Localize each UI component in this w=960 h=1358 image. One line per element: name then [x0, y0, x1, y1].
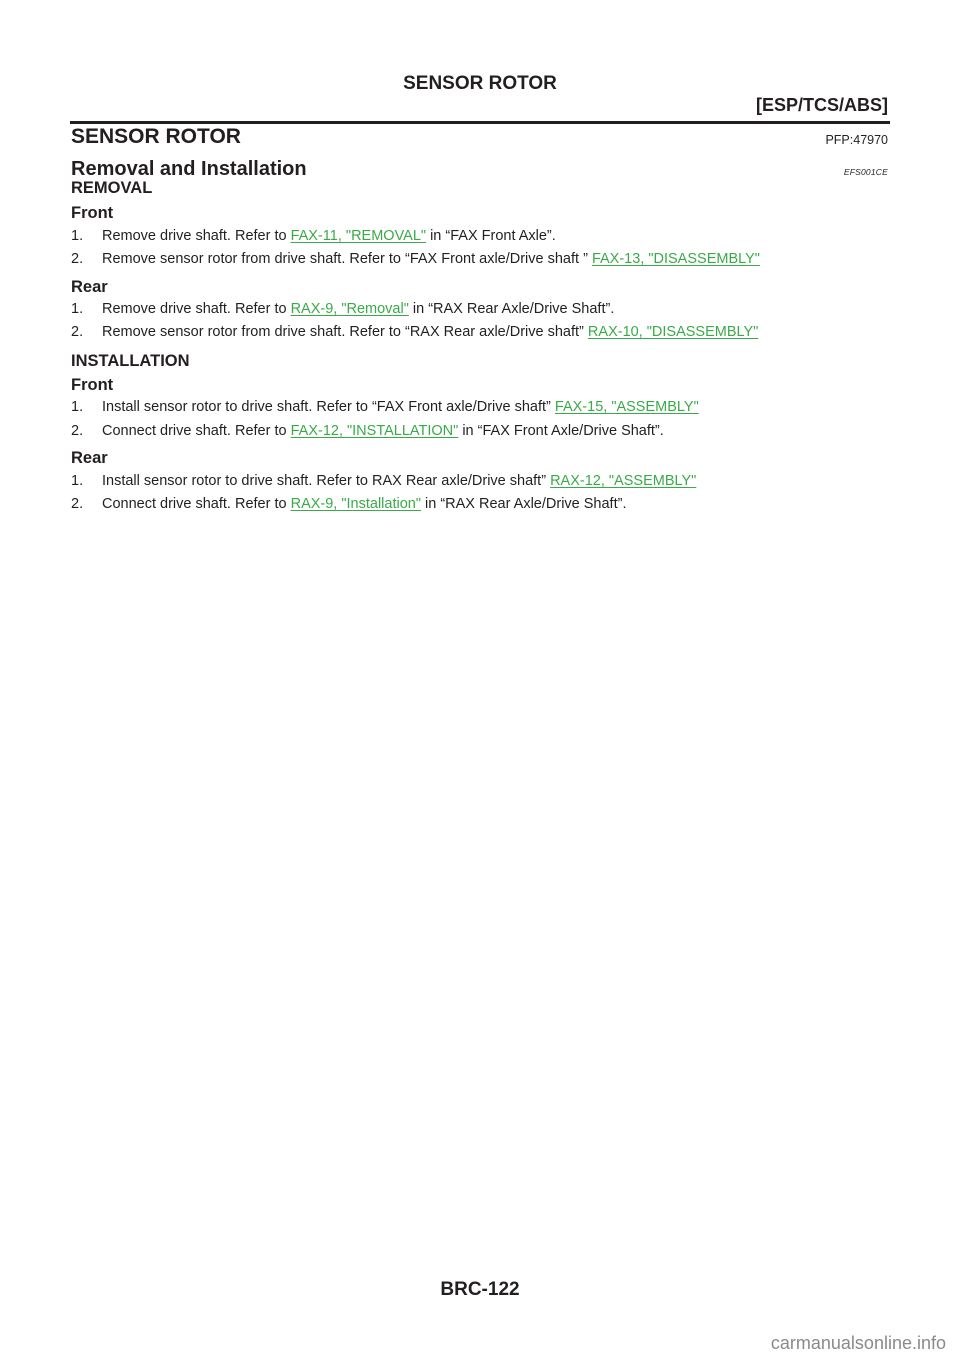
step-number: 2.	[71, 496, 84, 512]
ref-link-rax-10[interactable]: RAX-10, "DISASSEMBLY"	[587, 324, 759, 340]
step-number: 2.	[71, 251, 84, 267]
removal-front-heading: Front	[71, 204, 114, 222]
installation-heading: INSTALLATION	[71, 352, 190, 370]
step-number: 2.	[71, 324, 84, 340]
step-text-after: in “RAX Rear Axle/Drive Shaft”.	[408, 301, 615, 317]
ref-link-rax-9-installation[interactable]: RAX-9, "Installation"	[290, 496, 421, 512]
step-text-after: in “FAX Front Axle/Drive Shaft”.	[458, 423, 664, 439]
installation-rear-step-2	[71, 495, 626, 513]
installation-rear-heading: Rear	[71, 449, 108, 467]
watermark: carmanualsonline.info	[770, 1333, 946, 1353]
step-text: Connect drive shaft. Refer to	[102, 423, 291, 439]
step-number: 1.	[71, 473, 84, 489]
step-text: Connect drive shaft. Refer to	[102, 496, 291, 512]
step-text: Remove drive shaft. Refer to	[102, 301, 291, 317]
ref-link-fax-11[interactable]: FAX-11, "REMOVAL"	[290, 228, 427, 244]
ref-code: EFS001CE	[843, 167, 888, 177]
removal-rear-step-2	[71, 323, 758, 341]
ref-link-rax-9-removal[interactable]: RAX-9, "Removal"	[290, 301, 409, 317]
page-number: BRC-122	[440, 1279, 520, 1300]
subsection-title: Removal and Installation	[71, 158, 307, 180]
installation-front-step-1	[71, 398, 699, 416]
step-text: Install sensor rotor to drive shaft. Refer to RAX Rear axle/Drive shaft”	[102, 473, 551, 489]
installation-rear-step-1	[71, 472, 696, 490]
step-number: 1.	[71, 228, 84, 244]
installation-front-step-2	[71, 422, 664, 440]
installation-front-heading: Front	[71, 376, 114, 394]
removal-front-step-1	[71, 227, 556, 245]
step-number: 2.	[71, 423, 84, 439]
page-header-section: [ESP/TCS/ABS]	[755, 95, 888, 115]
section-title: SENSOR ROTOR	[71, 125, 241, 148]
ref-link-fax-13[interactable]: FAX-13, "DISASSEMBLY"	[591, 251, 760, 267]
step-text-after: in “RAX Rear Axle/Drive Shaft”.	[420, 496, 627, 512]
step-text: Remove sensor rotor from drive shaft. Refer to “FAX Front axle/Drive shaft ”	[102, 251, 592, 267]
removal-heading: REMOVAL	[71, 179, 153, 197]
ref-link-fax-15[interactable]: FAX-15, "ASSEMBLY"	[554, 399, 699, 415]
step-number: 1.	[71, 399, 84, 415]
step-text-after: in “FAX Front Axle”.	[426, 228, 556, 244]
ref-link-rax-12[interactable]: RAX-12, "ASSEMBLY"	[550, 473, 697, 489]
step-text: Install sensor rotor to drive shaft. Refer to “FAX Front axle/Drive shaft”	[102, 399, 555, 415]
removal-rear-heading: Rear	[71, 278, 108, 296]
page-header-title: SENSOR ROTOR	[403, 73, 557, 94]
step-text: Remove drive shaft. Refer to	[102, 228, 291, 244]
ref-link-fax-12[interactable]: FAX-12, "INSTALLATION"	[290, 423, 459, 439]
pfp-code: PFP:47970	[825, 133, 888, 147]
step-number: 1.	[71, 301, 84, 317]
removal-rear-step-1	[71, 300, 614, 318]
removal-front-step-2	[71, 250, 760, 268]
step-text: Remove sensor rotor from drive shaft. Refer to “RAX Rear axle/Drive shaft”	[102, 324, 588, 340]
